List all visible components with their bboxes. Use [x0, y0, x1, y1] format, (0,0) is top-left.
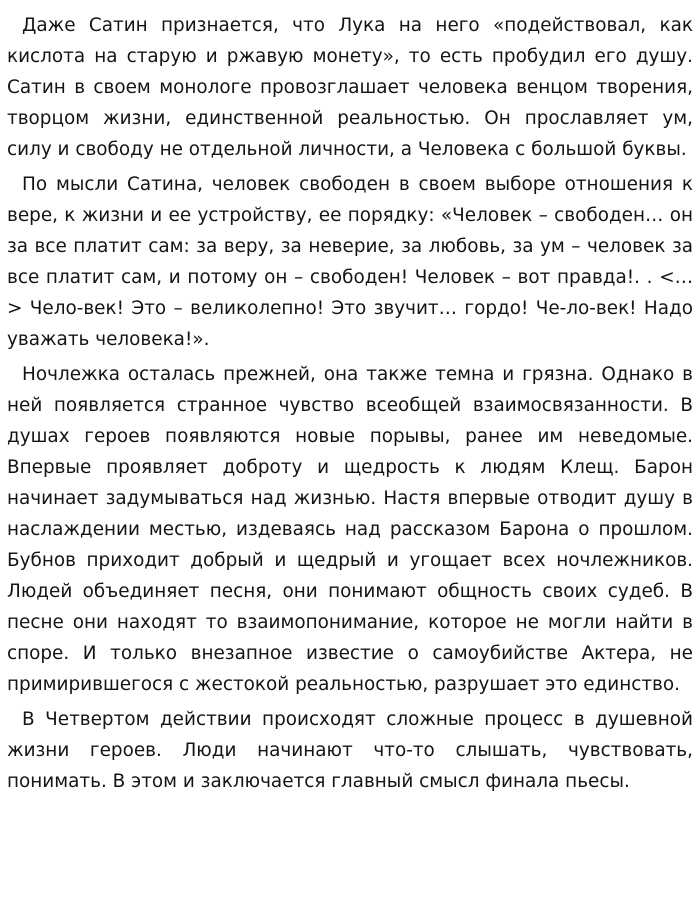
paragraph-2: По мысли Сатина, человек свободен в своем выборе отношения к вере, к жизни и ее устройству, ее порядку: «Человек – свободен… он за все платит сам: за веру, за неверие, за любовь, за ум – человек за все платит сам, и потому он – свободен! Человек – вот правда!. . <…> Чело-век! Это – великолепно! Это звучит… гордо! Че-ло-век! Надо уважать человека!». — [7, 174, 693, 350]
paragraph-4: В Четвертом действии происходят сложные процесс в душевной жизни героев. Люди начинают что-то слышать, чувствовать, понимать. В этом и заключается главный смысл финала пьесы. — [7, 709, 693, 792]
paragraph-1: Даже Сатин признается, что Лука на него «подействовал, как кислота на старую и ржавую монету», то есть пробудил его душу. Сатин в своем монологе провозглашает человека венцом творения, творцом жизни, единственной реальностью. Он прославляет ум, силу и свободу не отдельной личности, а Человека с большой буквы. — [7, 15, 693, 160]
paragraph-3: Ночлежка осталась прежней, она также темна и грязна. Однако в ней появляется странное чувство всеобщей взаимосвязанности. В душах героев появляются новые порывы, ранее им неведомые. Впервые проявляет доброту и щедрость к людям Клещ. Барон начинает задумываться над жизнью. Настя впервые отводит душу в наслаждении местью, издеваясь над рассказом Барона о прошлом. Бубнов приходит добрый и щедрый и угощает всех ночлежников. Людей объединяет песня, они понимают общность своих судеб. В песне они находят то взаимопонимание, которое не могли найти в споре. И только внезапное известие о самоубийстве Актера, не примирившегося с жестокой реальностью, разрушает это единство. — [7, 364, 693, 695]
